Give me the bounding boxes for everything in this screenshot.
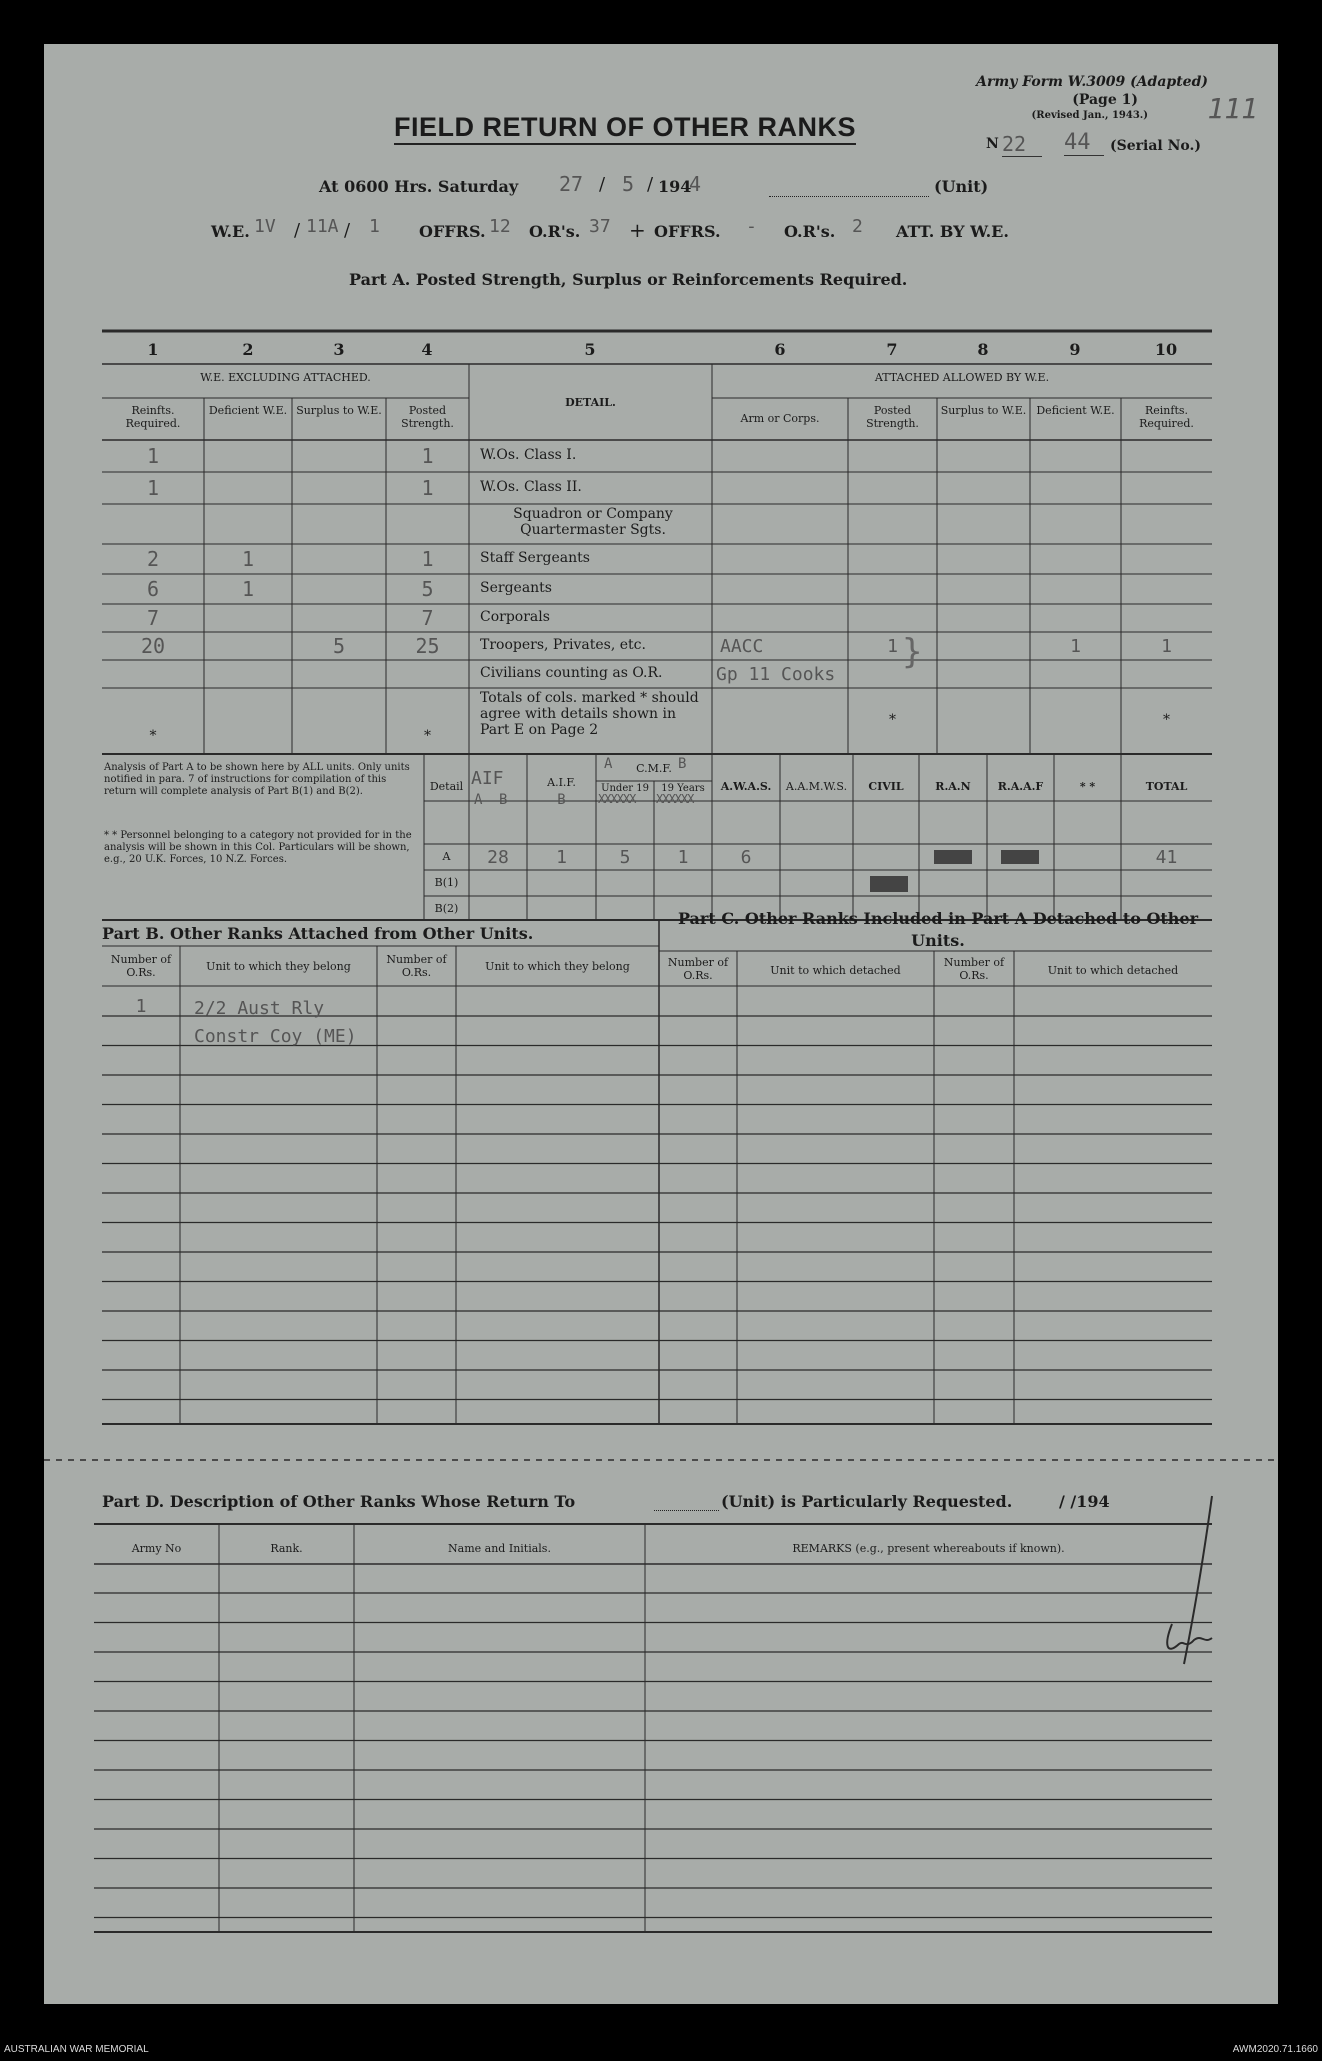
part-c-unit-heading-2: Unit to which detached xyxy=(1047,964,1179,977)
totals-mark-c7: * xyxy=(889,712,896,728)
form-paper: Army Form W.3009 (Adapted) (Page 1) (Revised Jan., 1943.) 111 N 22 44 (Serial No.) FIELD RETURN OF OTHER RANKS At 0600 Hrs. Saturday 27 / 5 / 194 4 (Unit) W.E. 1V / 11A / 1 OFFRS. 12 O.R's. 37 + OFFRS. - O.R's. 2 ATT. BY W.E. Part A. Posted Strength, Surplus or Reinforcements Required. 1 2 3 4 5 6 7 8 9 10 W.E. EXCLUDING ATTACHED. ATTACHED ALLOWED BY W.E. DETAIL. Reinfts. Required. Deficient W.E. Surplus to W.E. Posted Strength. Arm or Corps. Posted Strength. Surplus to W.E. Deficient W.E. Reinfts. Required. 1 1 W.Os. Class I. 1 1 W.Os. Class II. Squadron or Company Quartermaster Sgts. 2 1 1 Staff Sergeants 6 1 5 Sergeants 7 7 Corporals 20 5 25 Troopers, Privates, etc. Civilians counting as O.R. * * Totals of cols. marked * should agree with details shown in Part E on Page 2 AACC Gp 11 Cooks } 1 1 1 * * Analysis of Part A to be shown here by ALL units. Only units notified in para. 7 of instructions for compilation of this return will complete analysis of Part B(1) and B(2). * * Personnel belonging to a category not provided for in the analysis will be shown in this Col. Particulars will be shown, e.g., 20 U.K. Forces, 10 N.Z. Forces. Detail AIF A B A.I.F. B A C.M.F. B Under 19 19 Years XXXXXX XXXXXX A.W.A.S. A.A.M.W.S. CIVIL R.A.N R.A.A.F * * TOTAL A B(1) B(2) 28 1 5 1 6 41 Part B. Other Ranks Attached from Other Units. Number of O.Rs. Unit to which they belong Number of O.Rs. Unit to which they belong 1 2/2 Aust Rly Constr Coy (ME) Part C. Other Ranks Included in Part A Detached to Other Units. Number of O.Rs. Unit to which detached Number of O.Rs. Unit to which detached Part D. Description of Other Ranks Whose Return To (Unit) is Particularly Requested. / /194 Army No Rank. Name and Initials. REMARKS (e.g., present whereabouts if known). xyxy=(44,44,1278,2004)
analysis-detail: Detail xyxy=(429,780,464,793)
column-number: 7 xyxy=(886,340,898,359)
part-a-detail: W.Os. Class II. xyxy=(480,479,582,495)
unit-label: (Unit) xyxy=(934,177,989,196)
col9-heading: Deficient W.E. xyxy=(1036,404,1115,417)
analysis-raaf: R.A.A.F xyxy=(997,780,1044,793)
column-number: 3 xyxy=(333,340,345,359)
col1-heading: Reinfts. Required. xyxy=(125,404,181,430)
column-number: 8 xyxy=(977,340,989,359)
part-a-cell: 5 xyxy=(332,634,346,658)
part-a-detail: Staff Sergeants xyxy=(480,550,590,566)
part-c-title: Part C. Other Ranks Included in Part A Detached to Other Units. xyxy=(677,909,1199,950)
page-number: (Page 1) xyxy=(1072,92,1138,108)
part-b-num-heading-2: Number of O.Rs. xyxy=(386,953,447,979)
part-b-unit-heading: Unit to which they belong xyxy=(206,960,351,973)
col6-heading: Arm or Corps. xyxy=(740,412,820,425)
part-b-row1-unit-1: 2/2 Aust Rly xyxy=(194,998,325,1019)
serial-prefix: N xyxy=(986,136,999,152)
at-label: At 0600 Hrs. Saturday xyxy=(319,177,519,196)
part-d-unit: (Unit) is Particularly Requested. xyxy=(721,1492,1013,1511)
part-d-rank: Rank. xyxy=(270,1542,303,1555)
part-a-cell: 2 xyxy=(146,547,160,571)
col8-heading: Surplus to W.E. xyxy=(940,404,1027,417)
part-a-detail: Corporals xyxy=(480,609,550,625)
part-a-cell: * xyxy=(424,728,431,744)
date-day: 27 xyxy=(559,172,584,196)
part-b-title: Part B. Other Ranks Attached from Other Units. xyxy=(102,924,534,943)
part-a-cell: 6 xyxy=(146,577,160,601)
analysis-note-2: * * Personnel belonging to a category not provided for in the analysis will be shown in this Col. Particulars will be shown, e.g., 20 U.K. Forces, 10 N.Z. Forces. xyxy=(104,830,412,865)
detail-heading: DETAIL. xyxy=(565,396,616,409)
revised-date: (Revised Jan., 1943.) xyxy=(1031,110,1148,121)
col2-heading: Deficient W.E. xyxy=(208,404,288,417)
serial-label: (Serial No.) xyxy=(1110,138,1201,154)
analysis-aamws: A.A.M.W.S. xyxy=(785,780,848,793)
redaction-civil xyxy=(870,876,908,892)
part-b-row1-unit-2: Constr Coy (ME) xyxy=(194,1026,357,1047)
part-a-cell: 5 xyxy=(421,577,434,601)
offrs2-label: OFFRS. xyxy=(654,222,721,241)
part-a-cell: 1 xyxy=(241,577,255,601)
analysis-a-aif-b: 1 xyxy=(556,847,567,868)
offrs-label: OFFRS. xyxy=(419,222,486,241)
ors-hw: 37 xyxy=(589,216,611,237)
date-year-hw: 4 xyxy=(689,172,702,196)
analysis-a-total: 41 xyxy=(1155,847,1178,868)
footer-right: AWM2020.71.1660 xyxy=(1232,2044,1318,2055)
part-a-cell: 7 xyxy=(146,606,160,630)
attached-arm-1: AACC xyxy=(720,636,764,657)
we-hw-2: 11A xyxy=(306,216,339,237)
redaction-raaf xyxy=(1001,850,1039,864)
part-a-cell: 25 xyxy=(415,634,440,658)
analysis-civil: CIVIL xyxy=(868,780,904,793)
column-number: 1 xyxy=(147,340,159,359)
part-c-num-heading: Number of O.Rs. xyxy=(667,956,729,982)
attached-arm-2: Gp 11 Cooks xyxy=(716,664,836,685)
analysis-a-aif: 28 xyxy=(487,847,509,868)
part-a-cell: 1 xyxy=(146,444,160,468)
part-c-num-heading-2: Number of O.Rs. xyxy=(943,956,1005,982)
footer-left: AUSTRALIAN WAR MEMORIAL xyxy=(4,2044,149,2055)
part-b-unit-heading-2: Unit to which they belong xyxy=(485,960,630,973)
folio-number: 111 xyxy=(1207,92,1258,125)
col4-heading: Posted Strength. xyxy=(401,404,454,430)
serial-hw-1: 22 xyxy=(1002,132,1042,157)
ors-label: O.R's. xyxy=(529,222,581,241)
part-c-unit-heading: Unit to which detached xyxy=(770,964,901,977)
column-number: 4 xyxy=(421,340,433,359)
we-hw-3: 1 xyxy=(369,216,380,237)
attached-reinfts: 1 xyxy=(1161,636,1172,657)
analysis-cmf: C.M.F. xyxy=(636,762,672,775)
part-a-detail: Sergeants xyxy=(480,580,552,596)
part-a-detail: Civilians counting as O.R. xyxy=(480,665,663,681)
date-year-prefix: 194 xyxy=(658,177,692,196)
analysis-total: TOTAL xyxy=(1145,780,1188,793)
totals-mark-c10: * xyxy=(1163,712,1170,728)
part-a-detail: Troopers, Privates, etc. xyxy=(480,637,646,653)
offrs-hw: 12 xyxy=(489,216,511,237)
form-name: Army Form W.3009 (Adapted) xyxy=(976,74,1208,90)
analysis-a-awas: 6 xyxy=(740,847,752,868)
attached-posted: 1 xyxy=(887,636,898,657)
analysis-under19: Under 19 xyxy=(601,783,649,794)
analysis-row-a-label: A xyxy=(442,850,451,863)
part-d-date: / /194 xyxy=(1059,1492,1110,1511)
col7-heading: Posted Strength. xyxy=(866,404,919,430)
analysis-aif-b: B xyxy=(557,792,566,808)
offrs2-hw: - xyxy=(746,216,757,237)
part-a-title: Part A. Posted Strength, Surplus or Reinforcements Required. xyxy=(349,270,908,289)
attached-allowed-heading: ATTACHED ALLOWED BY W.E. xyxy=(874,371,1050,384)
analysis-a-cmf-19: 1 xyxy=(677,847,689,868)
we-label: W.E. xyxy=(211,222,250,241)
column-number: 6 xyxy=(774,340,786,359)
part-a-detail: W.Os. Class I. xyxy=(480,447,577,463)
we-hw-1: 1V xyxy=(254,216,276,237)
page-title: FIELD RETURN OF OTHER RANKS xyxy=(394,112,856,145)
analysis-cmf-b: B xyxy=(678,756,687,772)
date-month: 5 xyxy=(622,172,635,196)
part-b-num-heading: Number of O.Rs. xyxy=(110,953,172,979)
part-a-cell: * xyxy=(149,728,157,744)
col10-heading: Reinfts. Required. xyxy=(1139,404,1194,430)
col3-heading: Surplus to W.E. xyxy=(296,404,382,417)
analysis-other: * * xyxy=(1079,780,1096,793)
redaction-ran xyxy=(934,850,972,864)
ors2-hw: 2 xyxy=(852,216,863,237)
analysis-aif-hw-b: B xyxy=(499,792,508,808)
analysis-ran: R.A.N xyxy=(935,780,971,793)
part-d-name: Name and Initials. xyxy=(448,1542,551,1555)
part-d-unit-line xyxy=(654,1510,719,1511)
part-b-row1-num: 1 xyxy=(135,996,147,1017)
part-a-cell: 20 xyxy=(140,634,166,658)
analysis-aif-hw-a: A xyxy=(474,792,483,808)
column-number: 9 xyxy=(1069,340,1081,359)
analysis-19years: 19 Years xyxy=(661,783,705,794)
form-grid xyxy=(44,44,1278,2004)
part-a-cell: 1 xyxy=(421,444,434,468)
part-a-cell: 7 xyxy=(421,606,434,630)
part-a-cell: 1 xyxy=(421,547,434,571)
analysis-cmf-a: A xyxy=(604,756,613,772)
we-excluding-heading: W.E. EXCLUDING ATTACHED. xyxy=(200,371,371,384)
part-d-title: Part D. Description of Other Ranks Whose Return To xyxy=(102,1492,576,1511)
att-label: ATT. BY W.E. xyxy=(896,222,1009,241)
ors2-label: O.R's. xyxy=(784,222,836,241)
analysis-row-b1-label: B(1) xyxy=(434,876,459,889)
analysis-row-b2-label: B(2) xyxy=(434,902,459,915)
serial-hw-2: 44 xyxy=(1064,130,1104,156)
analysis-aif-hw: AIF xyxy=(471,768,504,789)
analysis-note: Analysis of Part A to be shown here by ALL units. Only units notified in para. 7 of instructions for compilation of this return will complete analysis of Part B(1) and B(2). xyxy=(104,762,410,797)
part-a-cell: 1 xyxy=(241,547,255,571)
analysis-awas: A.W.A.S. xyxy=(720,780,772,793)
column-number: 5 xyxy=(584,340,596,359)
analysis-a-cmf-u19: 5 xyxy=(619,847,631,868)
attached-deficient: 1 xyxy=(1070,636,1081,657)
part-a-detail: Squadron or Company Quartermaster Sgts. xyxy=(513,506,673,538)
column-number: 2 xyxy=(242,340,254,359)
plus-sign: + xyxy=(629,218,646,242)
part-a-detail: Totals of cols. marked * should agree with details shown in Part E on Page 2 xyxy=(480,690,699,738)
part-d-army-no: Army No xyxy=(131,1542,182,1555)
part-d-remarks: REMARKS (e.g., present whereabouts if known). xyxy=(792,1542,1065,1555)
part-a-cell: 1 xyxy=(421,476,434,500)
column-number: 10 xyxy=(1154,340,1178,359)
analysis-aif: A.I.F. xyxy=(547,776,576,789)
part-a-cell: 1 xyxy=(146,476,160,500)
